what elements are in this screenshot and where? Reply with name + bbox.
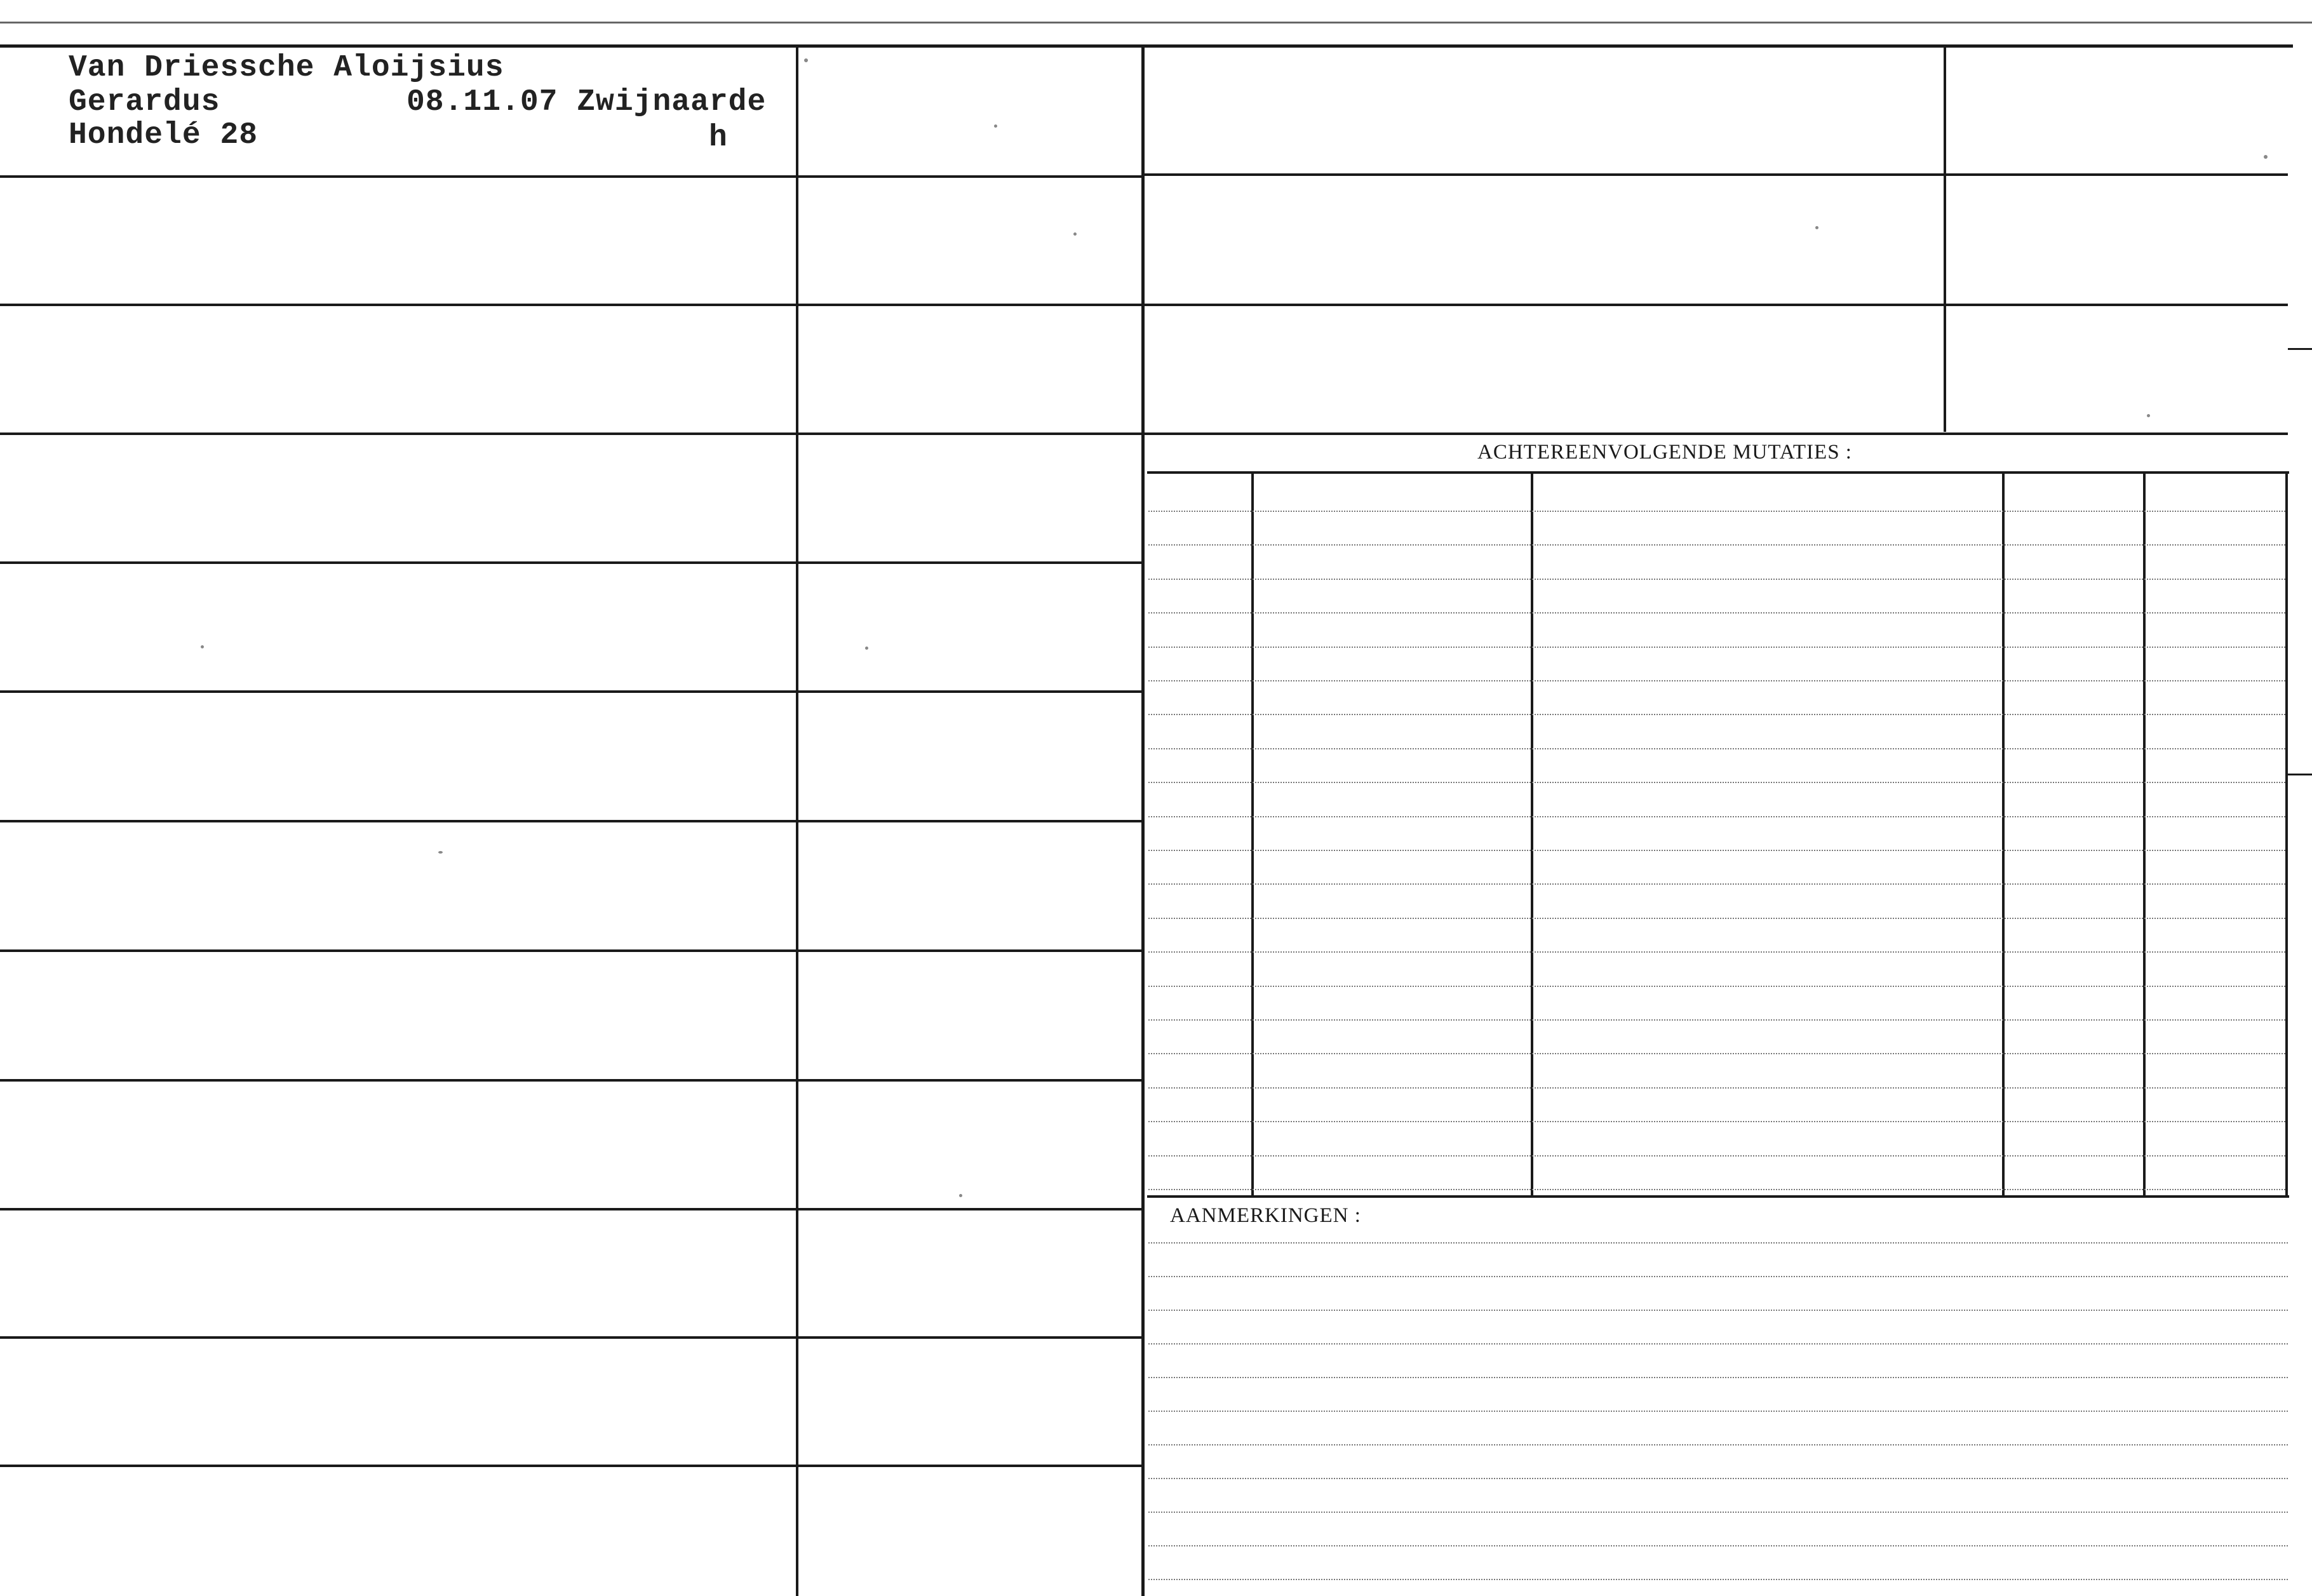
row-line (0, 949, 1141, 952)
row-line (0, 690, 1141, 693)
scan-speck (2264, 155, 2268, 159)
scan-speck (1073, 232, 1077, 236)
scan-speck (994, 124, 997, 128)
remark-ruled-line (1148, 1377, 2288, 1378)
mutations-bottom-line (1147, 1195, 2289, 1198)
mutation-ruled-line (1148, 748, 2285, 749)
mutation-ruled-line (1148, 714, 2285, 715)
entry-given-name: Gerardus (69, 85, 220, 119)
mutation-ruled-line (1148, 1189, 2285, 1190)
remark-ruled-line (1148, 1242, 2288, 1244)
mutation-ruled-line (1148, 680, 2285, 681)
row-line (0, 1336, 1141, 1339)
right-row-line (1145, 173, 2288, 176)
mutation-ruled-line (1148, 612, 2285, 614)
top-border-line (0, 44, 2293, 48)
scan-speck (1815, 226, 1818, 229)
mutation-ruled-line (1148, 782, 2285, 783)
right-row-line (1145, 304, 2288, 306)
scan-speck (201, 645, 204, 648)
row-line (0, 1208, 1141, 1210)
remark-ruled-line (1148, 1478, 2288, 1479)
mutation-ruled-line (1148, 1053, 2285, 1054)
margin-tick (2288, 348, 2312, 350)
entry-mark: h (709, 121, 728, 155)
mutation-ruled-line (1148, 951, 2285, 953)
row-line (0, 175, 1141, 178)
entry-birth: 08.11.07 Zwijnaarde (407, 85, 767, 119)
column-divider-2 (1141, 48, 1145, 1596)
scan-speck (2147, 414, 2150, 417)
row-line (0, 1079, 1141, 1082)
row-line (0, 1465, 1141, 1467)
scan-speck (438, 851, 443, 854)
mutation-ruled-line (1148, 647, 2285, 648)
remark-ruled-line (1148, 1512, 2288, 1513)
mutation-ruled-line (1148, 1019, 2285, 1021)
mutation-ruled-line (1148, 883, 2285, 885)
margin-tick (2288, 774, 2312, 775)
mutation-ruled-line (1148, 1155, 2285, 1157)
remark-ruled-line (1148, 1545, 2288, 1546)
scan-speck (804, 58, 808, 62)
mutation-ruled-line (1148, 511, 2285, 512)
entry-name: Van Driessche Aloijsius (69, 51, 504, 85)
remark-ruled-line (1148, 1579, 2288, 1580)
mutation-ruled-line (1148, 544, 2285, 546)
right-row-line (1145, 433, 2288, 435)
mutations-heading: ACHTEREENVOLGENDE MUTATIES : (1477, 441, 1852, 464)
mutation-ruled-line (1148, 1087, 2285, 1089)
remark-ruled-line (1148, 1343, 2288, 1345)
column-divider-3 (1944, 48, 1946, 432)
remark-ruled-line (1148, 1444, 2288, 1445)
entry-address: Hondelé 28 (69, 118, 259, 152)
mutation-ruled-line (1148, 850, 2285, 851)
mutation-ruled-line (1148, 918, 2285, 919)
mutation-ruled-line (1148, 579, 2285, 580)
top-edge-line (0, 22, 2312, 23)
mutation-ruled-line (1148, 816, 2285, 817)
remark-ruled-line (1148, 1276, 2288, 1277)
row-line (0, 304, 1141, 306)
scan-speck (959, 1194, 962, 1197)
remarks-heading: AANMERKINGEN : (1170, 1204, 1361, 1227)
remark-ruled-line (1148, 1310, 2288, 1311)
mutation-ruled-line (1148, 986, 2285, 987)
remark-ruled-line (1148, 1411, 2288, 1412)
row-line (0, 433, 1141, 435)
row-line (0, 820, 1141, 822)
mutations-col-divider (2285, 471, 2288, 1198)
row-line (0, 561, 1141, 564)
mutation-ruled-line (1148, 1121, 2285, 1122)
mutations-top-line (1147, 471, 2289, 474)
scan-speck (865, 647, 868, 650)
